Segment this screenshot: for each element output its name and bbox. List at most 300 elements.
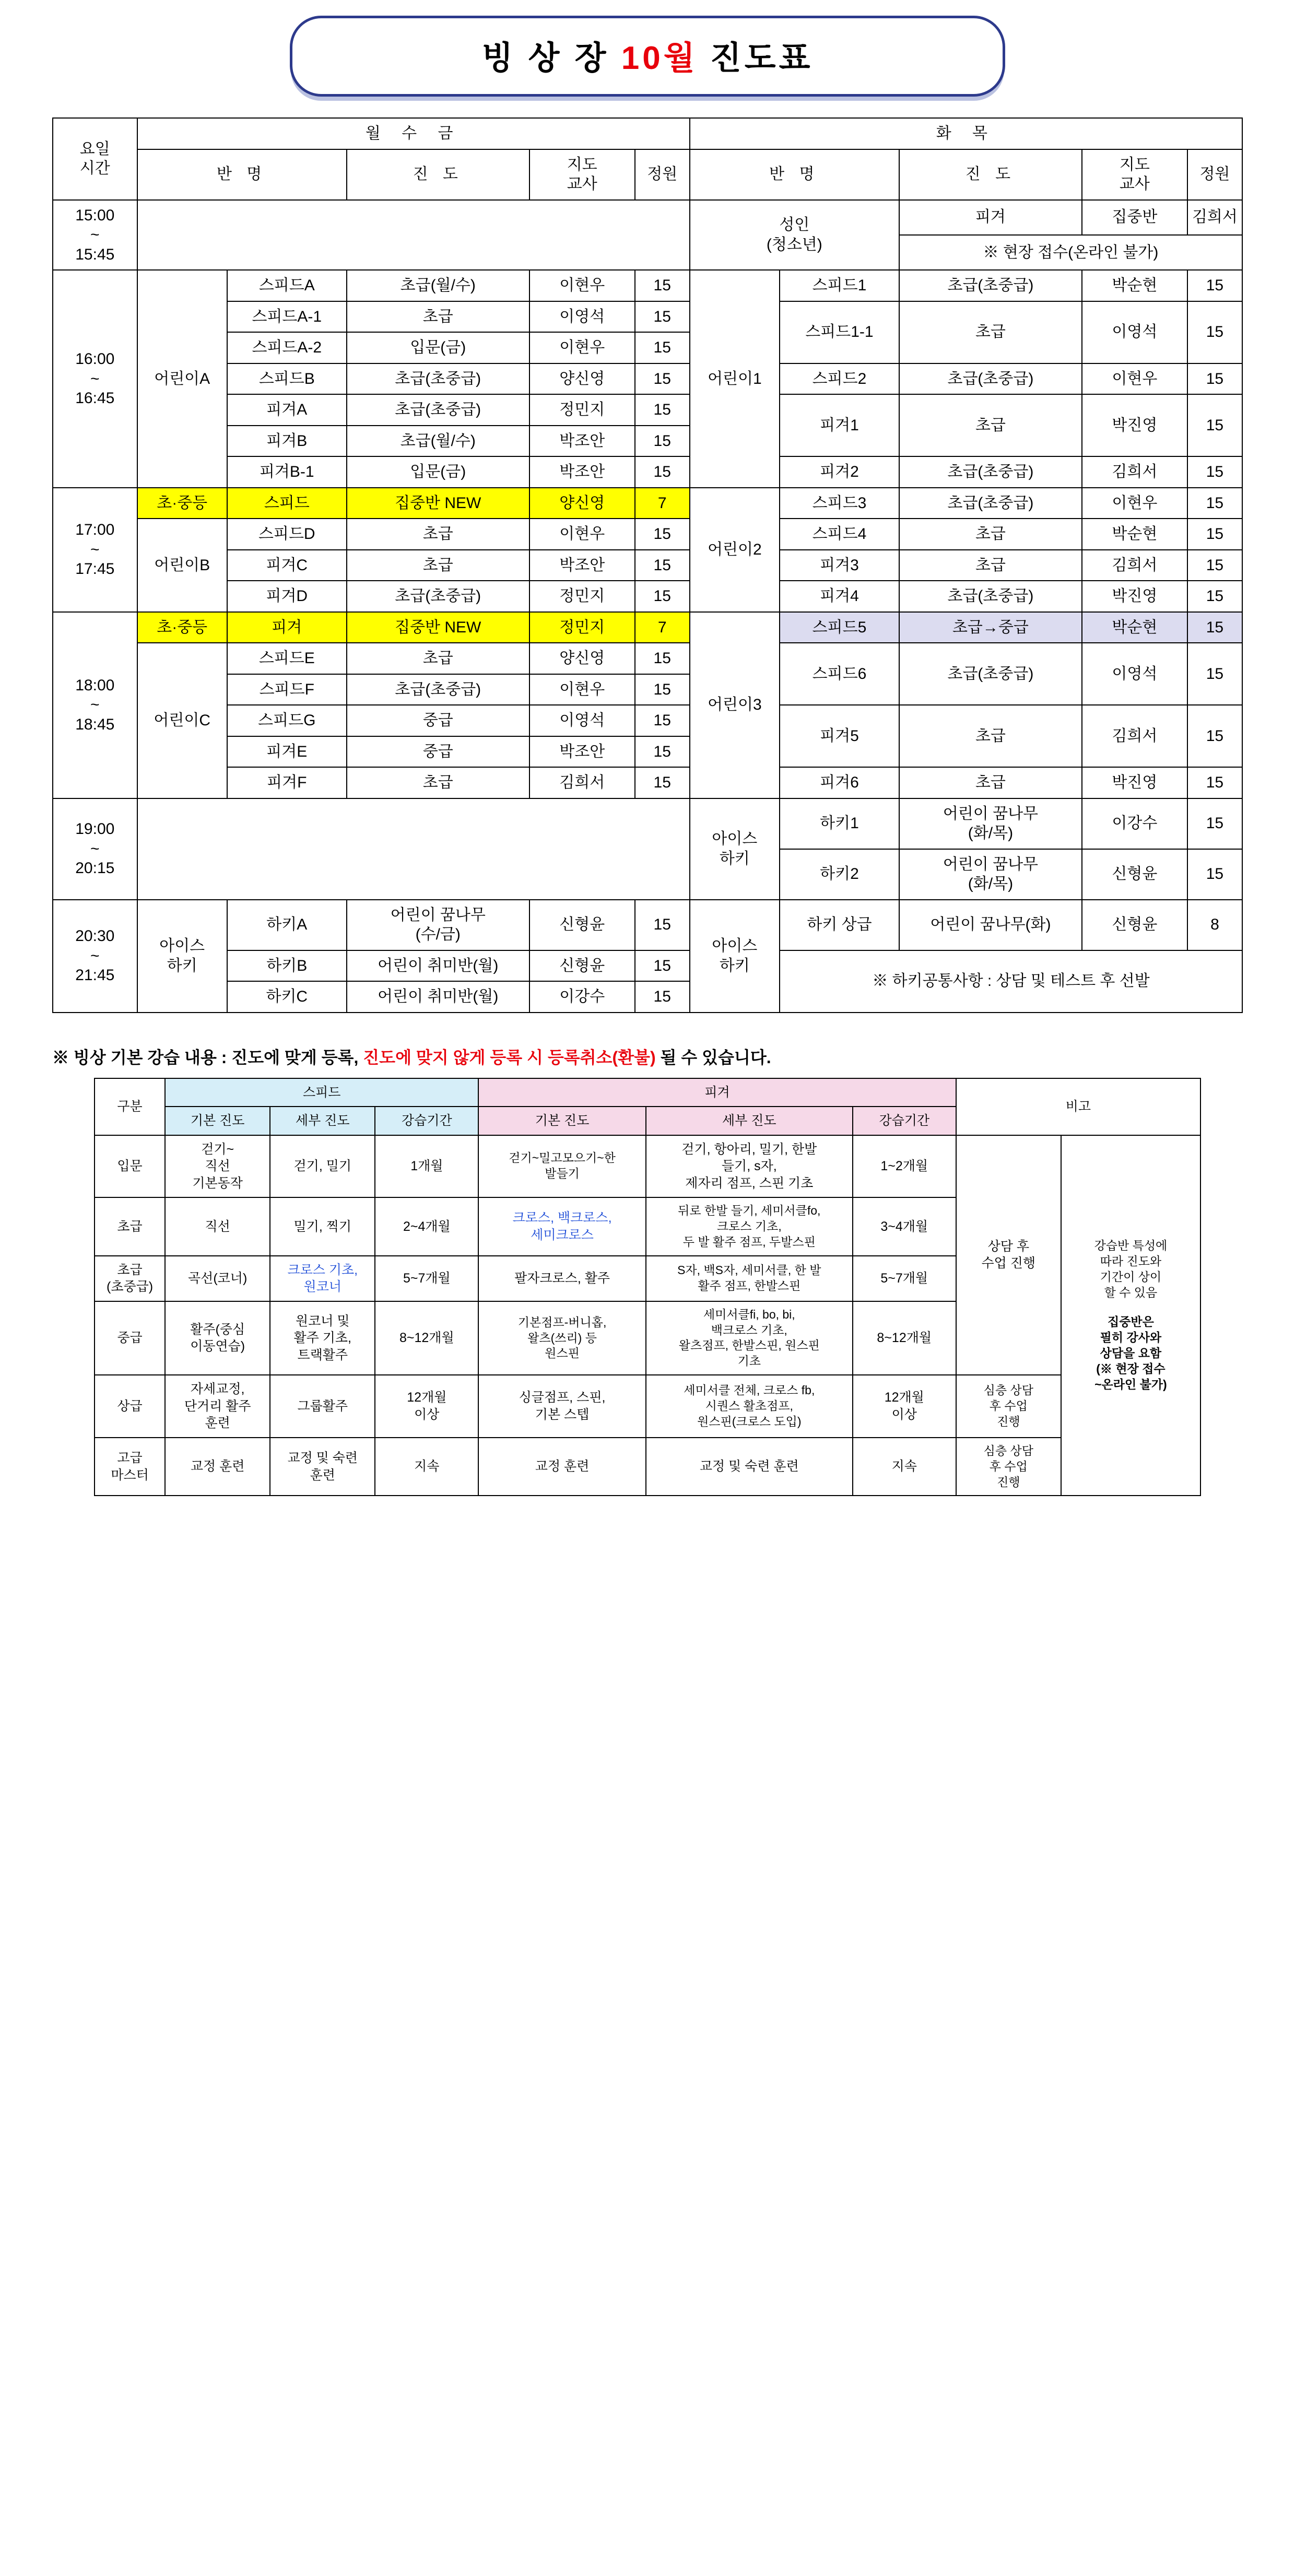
capacity: 15 — [1187, 363, 1242, 395]
table-row — [53, 550, 1242, 581]
line3: 훈련 — [205, 1416, 230, 1431]
table-row — [53, 394, 1242, 426]
teacher: 양신영 — [529, 363, 635, 395]
line3: 진행 — [997, 1414, 1020, 1428]
guide-speed-detail: 그룹활주 — [270, 1375, 375, 1438]
schedule-table — [52, 117, 1243, 1013]
guide-speed-basic: 교정 훈련 — [165, 1438, 270, 1496]
left-empty-block — [137, 798, 690, 900]
time-sep: ~ — [90, 540, 100, 558]
progress: 중급 — [347, 705, 529, 736]
capacity: 15 — [1187, 270, 1242, 301]
guide-header-row — [95, 1078, 1200, 1107]
line2: 들기, s자, — [721, 1159, 777, 1173]
guide-figure-period — [853, 1375, 956, 1438]
progress: 초급 — [347, 550, 529, 581]
capacity: 7 — [635, 488, 690, 519]
progress-l2: (화/목) — [968, 825, 1014, 842]
guide-speed-basic: 직선 — [165, 1197, 270, 1256]
guide-speed-period: 5~7개월 — [375, 1256, 478, 1301]
guide-figure-basic — [478, 1301, 646, 1375]
class-name: 하키2 — [780, 849, 899, 900]
capacity: 15 — [635, 950, 690, 982]
progress: 초급→중급 — [899, 612, 1082, 643]
class-name: 피겨 — [899, 200, 1082, 235]
line1: 자세교정, — [190, 1382, 245, 1397]
capacity: 15 — [635, 270, 690, 301]
guide-remark-consult-mid — [956, 1375, 1061, 1438]
time-cell-1800 — [53, 612, 137, 798]
guide-figure-period: 8~12개월 — [853, 1301, 956, 1375]
guide-figure-detail — [646, 1375, 853, 1438]
guide-figure-basic — [478, 1197, 646, 1256]
time-end: 16:45 — [75, 390, 115, 407]
class-name: 스피드F — [227, 674, 347, 705]
teacher: 이영석 — [529, 705, 635, 736]
guide-header-division: 구분 — [95, 1078, 165, 1135]
class-name: 피겨B-1 — [227, 456, 347, 488]
guide-speed-period: 지속 — [375, 1438, 478, 1496]
teacher: 김희서 — [1082, 456, 1187, 488]
capacity: 15 — [1187, 394, 1242, 456]
progress-l1: 어린이 꿈나무 — [943, 805, 1039, 822]
guide-col-figure-detail: 세부 진도 — [646, 1107, 853, 1135]
line2: 이상 — [414, 1407, 440, 1422]
guide-row — [95, 1438, 1200, 1496]
title-prefix: 빙 상 장 — [481, 40, 621, 76]
class-name: 스피드4 — [780, 519, 899, 550]
table-row — [53, 581, 1242, 612]
teacher: 양신영 — [529, 643, 635, 674]
progress: 초급 — [899, 705, 1082, 767]
time-end: 21:45 — [75, 967, 115, 984]
group-hockey-left — [137, 900, 227, 1013]
title-banner — [0, 0, 1295, 117]
teacher: 이강수 — [1082, 798, 1187, 849]
teacher: 박조안 — [529, 736, 635, 768]
group-elem-mid: 초·중등 — [137, 612, 227, 643]
time-start: 19:00 — [75, 820, 115, 838]
teacher: 양신영 — [529, 488, 635, 519]
group-hockey-right2 — [690, 900, 780, 1013]
progress: 초급 — [899, 394, 1082, 456]
class-name: 스피드1 — [780, 270, 899, 301]
guide-level: 상급 — [95, 1375, 165, 1438]
capacity: 7 — [635, 612, 690, 643]
progress: 집중반 NEW — [347, 612, 529, 643]
guide-figure-basic: 팔자크로스, 활주 — [478, 1256, 646, 1301]
guide-figure-period: 5~7개월 — [853, 1256, 956, 1301]
table-row — [53, 643, 1242, 674]
capacity: 15 — [635, 332, 690, 363]
progress: 입문(금) — [347, 332, 529, 363]
group-kids3: 어린이3 — [690, 612, 780, 798]
table-header-row — [53, 118, 1242, 149]
progress-l2: (수/금) — [415, 926, 461, 943]
table-row — [53, 612, 1242, 643]
note-part3: 될 수 있습니다. — [655, 1048, 771, 1067]
class-name: 피겨F — [227, 767, 347, 798]
progress — [899, 798, 1082, 849]
teacher: 이현우 — [529, 674, 635, 705]
teacher: 신형윤 — [529, 950, 635, 982]
progress: 초급 — [347, 301, 529, 333]
class-name: 피겨3 — [780, 550, 899, 581]
time-sep: ~ — [90, 947, 100, 964]
class-name: 스피드D — [227, 519, 347, 550]
line2: 수업 진행 — [981, 1256, 1036, 1271]
table-row — [53, 950, 1242, 982]
guide-remark-text — [1061, 1135, 1200, 1496]
line3: 트랙활주 — [297, 1347, 348, 1362]
class-name: 스피드B — [227, 363, 347, 395]
capacity: 15 — [635, 456, 690, 488]
group-kidsA: 어린이A — [137, 270, 227, 488]
line2: 이상 — [891, 1407, 917, 1422]
line2: 시퀀스 활초점프, — [705, 1399, 793, 1413]
line3: 원스핀(크로스 도입) — [697, 1414, 802, 1428]
guide-level: 입문 — [95, 1135, 165, 1198]
time-cell-1700 — [53, 488, 137, 612]
teacher: 이영석 — [529, 301, 635, 333]
group-kids2: 어린이2 — [690, 488, 780, 612]
line1: 고급 — [117, 1451, 143, 1466]
guide-figure-period: 지속 — [853, 1438, 956, 1496]
group-kidsB: 어린이B — [137, 519, 227, 612]
teacher: 이현우 — [529, 332, 635, 363]
guide-remark-consult-top — [956, 1135, 1061, 1375]
adult-note: ※ 현장 접수(온라인 불가) — [899, 235, 1242, 270]
line2: 마스터 — [111, 1467, 149, 1483]
group-adult-l2: (청소년) — [766, 236, 822, 253]
guide-level: 초급 — [95, 1197, 165, 1256]
capacity: 15 — [635, 674, 690, 705]
guide-col-figure-basic: 기본 진도 — [478, 1107, 646, 1135]
guide-row — [95, 1135, 1200, 1198]
line6: 필히 강사와 — [1100, 1330, 1162, 1344]
teacher: 이영석 — [1082, 643, 1187, 705]
guide-level — [95, 1438, 165, 1496]
line3: 원스핀 — [545, 1346, 580, 1360]
guide-speed-detail: 걷기, 밀기 — [270, 1135, 375, 1198]
teacher: 박조안 — [529, 456, 635, 488]
progress: 초급(초중급) — [347, 674, 529, 705]
capacity: 15 — [1187, 456, 1242, 488]
progress-l1: 어린이 꿈나무 — [943, 855, 1039, 873]
class-name: 스피드A — [227, 270, 347, 301]
progress: 초급(초중급) — [899, 363, 1082, 395]
note-part2: 진도에 맞지 않게 등록 시 등록취소(환불) — [363, 1048, 656, 1067]
time-start: 16:00 — [75, 350, 115, 368]
teacher: 신형윤 — [1082, 849, 1187, 900]
guide-speed-detail — [270, 1256, 375, 1301]
header-teacher-left-l2: 교사 — [567, 175, 597, 193]
capacity: 15 — [1187, 550, 1242, 581]
progress: 초급(월/수) — [347, 270, 529, 301]
header-time-label: 시간 — [79, 160, 110, 178]
time-cell-2030 — [53, 900, 137, 1013]
header-teacher-right-l1: 지도 — [1119, 156, 1150, 173]
class-name: 스피드A-1 — [227, 301, 347, 333]
class-name: 하키B — [227, 950, 347, 982]
teacher: 정민지 — [529, 612, 635, 643]
group-kidsC: 어린이C — [137, 643, 227, 798]
teacher: 이영석 — [1082, 301, 1187, 363]
guide-row — [95, 1375, 1200, 1438]
teacher: 정민지 — [529, 394, 635, 426]
group-hockey-l1: 아이스 — [712, 830, 758, 848]
guide-speed-period: 8~12개월 — [375, 1301, 478, 1375]
header-class-left: 반 명 — [137, 149, 347, 200]
header-capacity-right: 정원 — [1187, 149, 1242, 200]
teacher: 박진영 — [1082, 767, 1187, 798]
class-name: 피겨4 — [780, 581, 899, 612]
hockey-note: ※ 하키공통사항 : 상담 및 테스트 후 선발 — [780, 950, 1242, 1013]
guide-speed-period — [375, 1375, 478, 1438]
time-sep: ~ — [90, 370, 100, 387]
title-month: 10월 — [621, 40, 698, 76]
capacity: 15 — [635, 394, 690, 426]
guide-remark-consult-bot — [956, 1438, 1061, 1496]
capacity: 15 — [1187, 488, 1242, 519]
guide-speed-period: 2~4개월 — [375, 1197, 478, 1256]
teacher: 박진영 — [1082, 394, 1187, 456]
guide-level: 중급 — [95, 1301, 165, 1375]
line2: 활주 점프, 한발스핀 — [698, 1279, 801, 1293]
progress: 초급 — [347, 767, 529, 798]
line2: 백크로스 기초, — [711, 1323, 787, 1337]
time-cell-1900 — [53, 798, 137, 900]
progress: 초급 — [347, 643, 529, 674]
line2: 원코너 — [303, 1279, 342, 1295]
guide-figure-basic — [478, 1135, 646, 1198]
guide-figure-detail — [646, 1256, 853, 1301]
guide-figure-basic — [478, 1375, 646, 1438]
progress: 어린이 꿈나무(화) — [899, 900, 1082, 950]
class-name: 피겨C — [227, 550, 347, 581]
header-capacity-left: 정원 — [635, 149, 690, 200]
class-name: 피겨 — [227, 612, 347, 643]
progress: 어린이 취미반(월) — [347, 950, 529, 982]
line3: 진행 — [997, 1475, 1020, 1489]
capacity: 15 — [635, 643, 690, 674]
line4: 기초 — [737, 1354, 761, 1368]
guide-header-remark: 비고 — [956, 1078, 1200, 1135]
guide-speed-detail — [270, 1438, 375, 1496]
header-teacher-right — [1082, 149, 1187, 200]
guide-figure-period: 3~4개월 — [853, 1197, 956, 1256]
header-day-time — [53, 118, 137, 200]
line2: 기본 스텝 — [535, 1407, 590, 1422]
table-row — [53, 363, 1242, 395]
progress: 집중반 — [1082, 200, 1187, 235]
line1: S자, 백S자, 세미서클, 한 발 — [677, 1263, 821, 1277]
teacher: 박진영 — [1082, 581, 1187, 612]
progress — [899, 849, 1082, 900]
class-name: 피겨6 — [780, 767, 899, 798]
teacher: 김희서 — [1082, 705, 1187, 767]
capacity: 15 — [635, 900, 690, 950]
line3: 왈츠점프, 한발스핀, 원스핀 — [678, 1338, 820, 1352]
line2: 세미크로스 — [531, 1227, 594, 1242]
class-name: 피겨B — [227, 426, 347, 457]
line1: 싱글점프, 스핀, — [519, 1390, 606, 1405]
line3: 두 발 활주 점프, 두발스핀 — [682, 1234, 816, 1249]
line2: 후 수업 — [989, 1399, 1028, 1413]
teacher: 박순현 — [1082, 270, 1187, 301]
table-subheader-row — [53, 149, 1242, 200]
class-name: 피겨D — [227, 581, 347, 612]
guide-figure-basic: 교정 훈련 — [478, 1438, 646, 1496]
line7: 상담을 요함 — [1100, 1346, 1162, 1360]
capacity: 15 — [1187, 643, 1242, 705]
progress: 초급 — [347, 519, 529, 550]
guide-speed-detail: 밀기, 찍기 — [270, 1197, 375, 1256]
capacity: 15 — [1187, 798, 1242, 849]
registration-note — [0, 1013, 1295, 1078]
guide-col-speed-period: 강습기간 — [375, 1107, 478, 1135]
time-start: 20:30 — [75, 927, 115, 945]
line1: 심층 상담 — [983, 1383, 1033, 1397]
line2: (초중급) — [107, 1279, 154, 1295]
teacher: 김희서 — [1082, 550, 1187, 581]
teacher: 김희서 — [529, 767, 635, 798]
line1: 걷기~밀고모으기~한 — [509, 1151, 616, 1165]
line2: 활주 기초, — [293, 1331, 352, 1346]
guide-speed-period: 1개월 — [375, 1135, 478, 1198]
capacity: 15 — [1187, 767, 1242, 798]
line1: 상담 후 — [987, 1239, 1029, 1254]
group-hockey-l1: 아이스 — [712, 937, 758, 955]
progress: 초급 — [899, 550, 1082, 581]
line1: 뒤로 한발 들기, 세미서클fo, — [678, 1204, 821, 1217]
line1: 12개월 — [407, 1390, 447, 1405]
time-start: 15:00 — [75, 206, 115, 224]
class-name: 스피드 — [227, 488, 347, 519]
capacity: 15 — [635, 301, 690, 333]
guide-speed-basic — [165, 1301, 270, 1375]
header-teacher-left-l1: 지도 — [567, 156, 597, 173]
progress: 초급 — [899, 767, 1082, 798]
time-end: 17:45 — [75, 560, 115, 578]
progress — [347, 900, 529, 950]
guide-figure-detail — [646, 1301, 853, 1375]
class-name: 스피드G — [227, 705, 347, 736]
capacity: 15 — [635, 981, 690, 1013]
class-name: 스피드6 — [780, 643, 899, 705]
group-hockey-l2: 하키 — [167, 957, 197, 974]
capacity: 15 — [1187, 519, 1242, 550]
guide-speed-basic: 곡선(코너) — [165, 1256, 270, 1301]
guide-table — [94, 1078, 1201, 1497]
line2: 단거리 활주 — [184, 1398, 251, 1414]
guide-col-speed-basic: 기본 진도 — [165, 1107, 270, 1135]
capacity: 15 — [1187, 849, 1242, 900]
header-teacher-left — [529, 149, 635, 200]
progress: 초급 — [899, 519, 1082, 550]
guide-col-figure-period: 강습기간 — [853, 1107, 956, 1135]
capacity: 15 — [1187, 301, 1242, 363]
guide-level — [95, 1256, 165, 1301]
line1: 걷기~ — [201, 1142, 234, 1157]
line4: 할 수 있음 — [1104, 1286, 1158, 1300]
capacity: 15 — [635, 550, 690, 581]
capacity: 8 — [1187, 900, 1242, 950]
line1: 교정 및 숙련 — [287, 1451, 358, 1466]
table-row — [53, 767, 1242, 798]
table-row — [53, 705, 1242, 736]
class-name: 피겨2 — [780, 456, 899, 488]
line1: 세미서클 전체, 크로스 fb, — [684, 1383, 815, 1397]
progress-l1: 어린이 꿈나무 — [390, 906, 486, 924]
line8: (※ 현장 접수 — [1096, 1361, 1166, 1375]
group-elem-mid: 초·중등 — [137, 488, 227, 519]
teacher: 이현우 — [529, 270, 635, 301]
title-suffix: 진도표 — [698, 40, 814, 76]
guide-speed-basic — [165, 1375, 270, 1438]
teacher: 이현우 — [529, 519, 635, 550]
teacher: 정민지 — [529, 581, 635, 612]
group-adult — [690, 200, 899, 270]
teacher: 박순현 — [1082, 612, 1187, 643]
line3: 제자리 점프, 스핀 기초 — [685, 1175, 814, 1191]
line1: 기본점프-버니홉, — [517, 1315, 607, 1329]
group-hockey-right — [690, 798, 780, 900]
class-name: 스피드2 — [780, 363, 899, 395]
class-name: 스피드3 — [780, 488, 899, 519]
progress: 초급(초중급) — [899, 456, 1082, 488]
capacity: 15 — [1187, 581, 1242, 612]
teacher: 박조안 — [529, 426, 635, 457]
line1: 세미서클fi, bo, bi, — [703, 1307, 795, 1321]
line2: 직선 — [205, 1159, 230, 1173]
progress: 초급(초중급) — [347, 581, 529, 612]
progress: 초급 — [899, 301, 1082, 363]
class-name: 스피드1-1 — [780, 301, 899, 363]
title-badge — [290, 16, 1005, 97]
line2: 크로스 기초, — [716, 1219, 782, 1233]
teacher: 김희서 — [1187, 200, 1242, 235]
line1: 활주(중심 — [190, 1322, 245, 1337]
progress: 초급(초중급) — [899, 270, 1082, 301]
schedule-table-wrap — [0, 117, 1295, 1013]
table-row — [53, 301, 1242, 333]
guide-figure-detail — [646, 1135, 853, 1198]
table-row — [53, 200, 1242, 235]
page-title — [339, 32, 956, 78]
time-sep: ~ — [90, 226, 100, 243]
capacity: 15 — [635, 736, 690, 768]
time-end: 15:45 — [75, 245, 115, 263]
teacher: 신형윤 — [1082, 900, 1187, 950]
line3: 기본동작 — [192, 1175, 243, 1191]
line2: 이동연습) — [190, 1339, 245, 1354]
guide-figure-detail — [646, 1197, 853, 1256]
teacher: 이강수 — [529, 981, 635, 1013]
guide-speed-detail — [270, 1301, 375, 1375]
line2: 왈츠(쓰리) 등 — [527, 1331, 597, 1345]
time-start: 17:00 — [75, 521, 115, 539]
line2: 후 수업 — [989, 1459, 1028, 1473]
line1: 초급 — [117, 1262, 143, 1277]
line2: 따라 진도와 — [1100, 1254, 1162, 1268]
table-row — [53, 270, 1242, 301]
header-day-label: 요일 — [79, 140, 110, 158]
table-row — [53, 900, 1242, 950]
time-start: 18:00 — [75, 676, 115, 694]
capacity: 15 — [1187, 705, 1242, 767]
guide-table-wrap — [0, 1078, 1295, 1538]
